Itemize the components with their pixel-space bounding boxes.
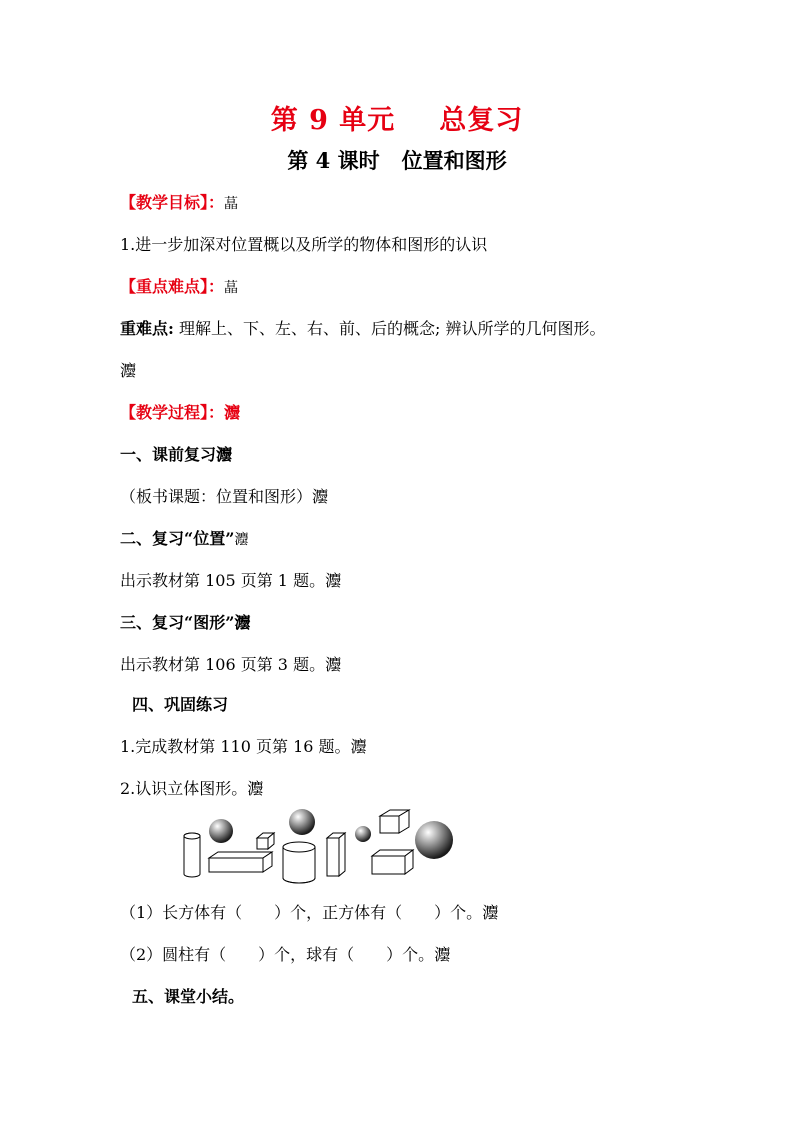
key-points-text: 理解上、下、左、右、前、后的概念; 辨认所学的几何图形。	[173, 319, 606, 338]
process-heading: 【教学过程】：	[120, 403, 225, 422]
key-points-line	[120, 316, 606, 339]
unit-title	[0, 98, 794, 137]
stray-mark: 灋	[482, 903, 499, 922]
solid-shapes-illustration	[175, 800, 465, 890]
sphere-large-icon	[415, 821, 453, 859]
question-1	[120, 900, 498, 923]
section-3-title-text: 三、复习“图形”	[120, 613, 235, 632]
section-3-text	[120, 652, 341, 675]
lesson-number: 第 4 课时	[287, 148, 380, 173]
unit-name: 总复习	[439, 105, 524, 136]
section-5-title: 五、课堂小结。	[132, 987, 245, 1006]
stray-mark: 灋	[434, 945, 451, 964]
cuboid-icon	[372, 850, 413, 874]
section-1-title-text: 一、课前复习	[120, 445, 217, 464]
key-points-heading-line	[120, 274, 238, 297]
cube-small-icon	[257, 833, 274, 849]
stray-mark: 灋	[325, 571, 342, 590]
objective-item: 1.进一步加深对位置概以及所学的物体和图形的认识	[120, 235, 488, 254]
section-1-text	[120, 484, 328, 507]
cylinder-tall-icon	[184, 833, 200, 877]
stray-mark: 灋	[216, 445, 233, 464]
cuboid-tall-icon	[327, 833, 345, 876]
objectives-heading-line	[120, 190, 238, 213]
question-2-text: （2）圆柱有（ ）个，球有（ ）个。	[120, 945, 435, 964]
stray-mark: 灋	[325, 655, 342, 674]
key-points-heading: 【重点难点】：	[120, 277, 225, 296]
sphere-icon	[289, 809, 315, 835]
cube-icon	[380, 810, 409, 833]
section-1-text-content: （板书课题：位置和图形）	[120, 487, 313, 506]
sphere-icon	[209, 819, 233, 843]
key-points-label: 重难点:	[120, 319, 174, 338]
process-heading-line	[120, 400, 240, 423]
section-4-item-2-text: 2.认识立体图形。	[120, 779, 248, 798]
section-2-text	[120, 568, 341, 591]
lesson-topic: 位置和图形	[401, 148, 507, 173]
stray-mark: 灋	[234, 532, 249, 548]
section-3-text-content: 出示教材第 106 页第 3 题。	[120, 655, 326, 674]
section-4-title: 四、巩固练习	[132, 695, 229, 714]
stray-mark: 灋	[312, 487, 329, 506]
section-4-item-1	[120, 734, 367, 757]
lesson-title	[0, 145, 794, 175]
section-3-title	[120, 610, 250, 633]
question-2	[120, 942, 450, 965]
stray-mark: 蕌	[224, 196, 239, 212]
stray-mark: 蕌	[224, 280, 239, 296]
section-4-item-1-text: 1.完成教材第 110 页第 16 题。	[120, 737, 351, 756]
unit-number: 第 9 单元	[270, 105, 396, 136]
section-2-title	[120, 526, 248, 549]
stray-mark: 灋	[120, 361, 137, 380]
cuboid-long-icon	[209, 852, 272, 872]
stray-mark: 灋	[234, 613, 251, 632]
question-1-text: （1）长方体有（ ）个，正方体有（ ）个。	[120, 903, 483, 922]
stray-mark: 灋	[224, 403, 241, 422]
sphere-icon	[355, 826, 371, 842]
section-2-title-text: 二、复习“位置”	[120, 529, 235, 548]
stray-mark: 灋	[247, 779, 264, 798]
section-4-item-2	[120, 776, 263, 799]
cylinder-wide-icon	[283, 842, 315, 883]
stray-mark: 灋	[350, 737, 367, 756]
section-1-title	[120, 442, 232, 465]
objectives-heading: 【教学目标】：	[120, 193, 225, 212]
section-2-text-content: 出示教材第 105 页第 1 题。	[120, 571, 326, 590]
